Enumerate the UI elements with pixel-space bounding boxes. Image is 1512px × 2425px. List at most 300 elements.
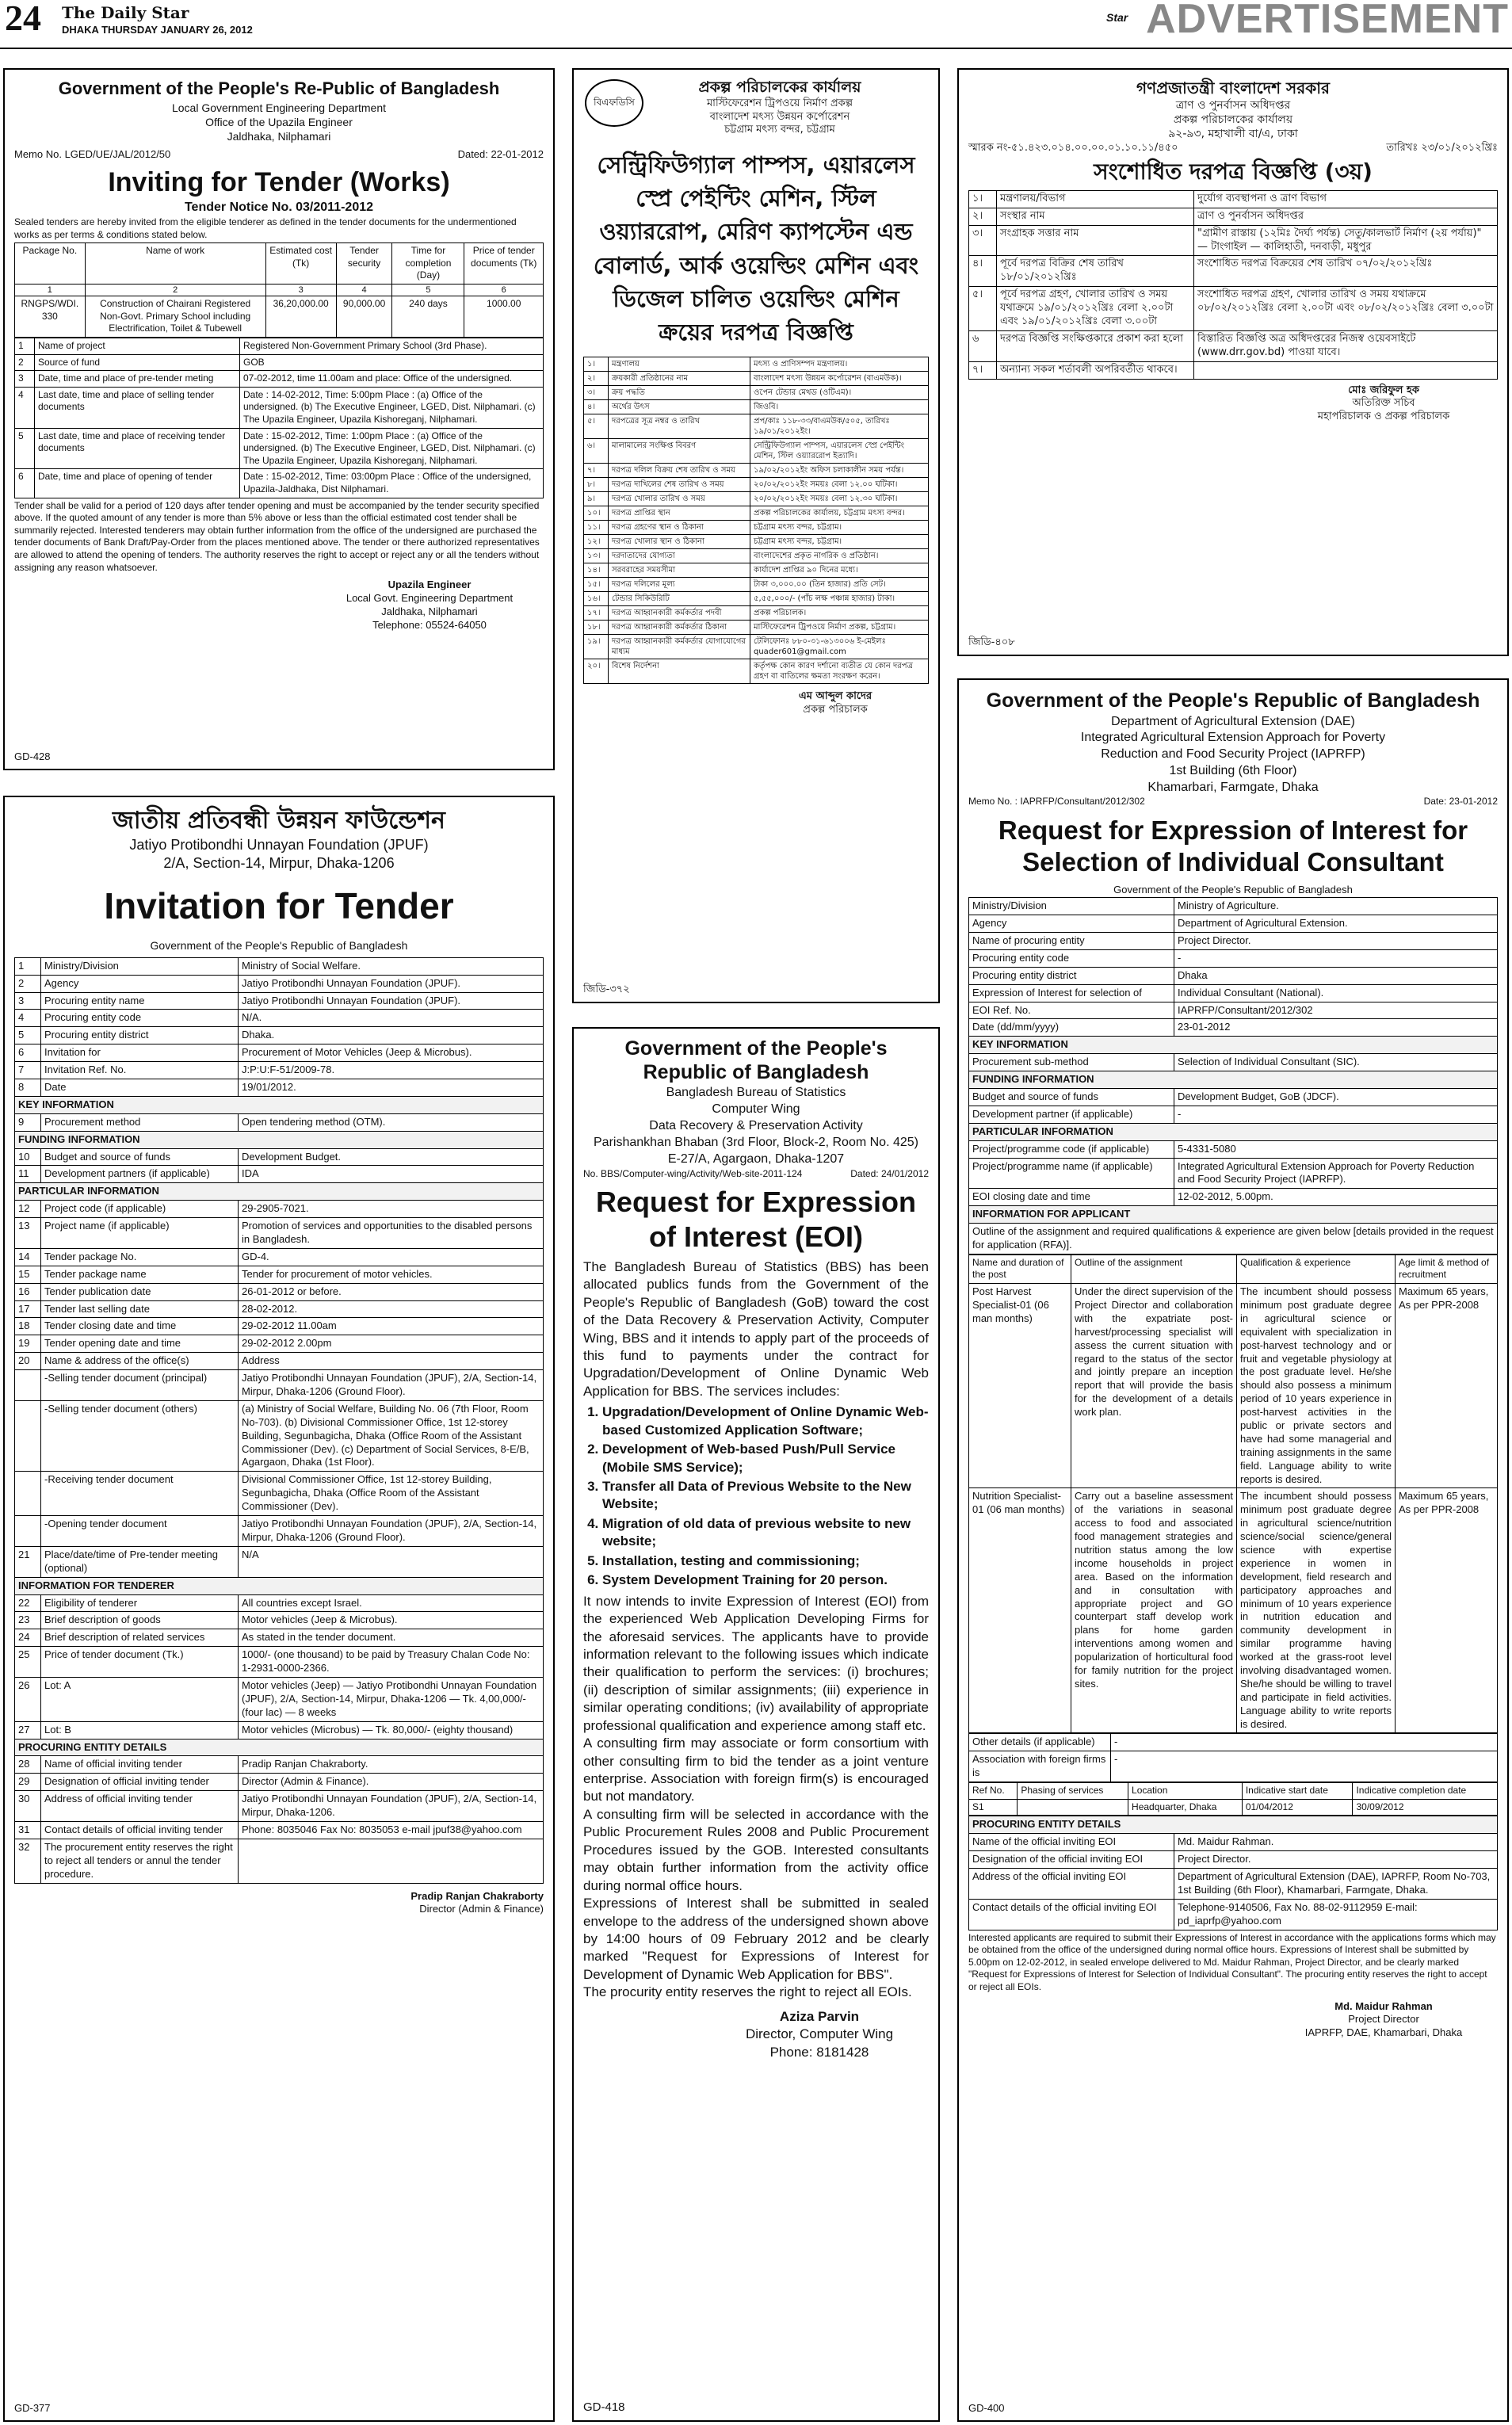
ad2-gd: GD-377 (14, 2402, 51, 2415)
ad6-row-key: Procurement sub-method (969, 1054, 1174, 1071)
ad2-row-val: 29-02-2012 2.00pm (239, 1335, 544, 1353)
ad6-proc-val: Telephone-9140506, Fax No. 88-02-9112959 E-mail: pd_iaprfp@yahoo.com (1174, 1899, 1498, 1930)
ad2-row-num: 5 (15, 1027, 41, 1044)
ad1-item-num: 2 (15, 354, 35, 371)
ad6-post-name: Nutrition Specialist-01 (06 man months) (969, 1488, 1071, 1733)
ad2-row-val: Motor vehicles (Microbus) — Tk. 80,000/- (eighty thousand) (239, 1721, 544, 1739)
ad2-row-val: Motor vehicles (Jeep) — Jatiyo Protibondhi Unnayan Foundation (JPUF), 2/A, Section-14, Mirpur, Dhaka-1206 — Tk. 4,00,000/- (four lac) — 8 weeks (239, 1677, 544, 1721)
table-row (584, 520, 929, 534)
table-row (15, 1370, 544, 1401)
bfdc-logo-icon: বিএফডিসি (585, 79, 643, 127)
table-row (584, 506, 929, 520)
ad1-footer: Tender shall be valid for a period of 120 days after tender opening and must be accompanied by the tender security specified above. If the quoted amount of any tender is more than 5% above or less than the official estimated cost tender shall be summarily rejected. Interested tenderers may obtain further information from the office of the undersigned are purchased the tender documents of Bank Draft/Pay-Order from the places mentioned above. The tender or there authorized representatives are allowed to attend the opening of tenders. The authority reserves the right to accept or reject any or all the tenders without assigning any reason whatsoever. (14, 499, 540, 573)
ad6-ref-col: Ref No. (969, 1783, 1018, 1800)
ad1-cell: 240 days (392, 296, 464, 338)
ad3-row-val: বাংলাদেশ মৎস্য উন্নয়ন কর্পোরেশন (বাএমউক)। (750, 371, 929, 385)
ad1-item-num: 1 (15, 338, 35, 355)
ad1-col-header: Package No. (15, 243, 86, 285)
ad2-row-val: IDA (239, 1166, 544, 1183)
ad3-row-key: দরপত্র প্রাপ্তির স্থান (609, 506, 750, 520)
ad1-govt: Government of the People's Re-Public of Bangladesh (58, 78, 500, 98)
ad2-sig-title: Director (Admin & Finance) (419, 1903, 544, 1915)
table-row (15, 1839, 544, 1883)
ad2-row-val: Promotion of services and opportunities to the disabled persons in Bangladesh. (239, 1218, 544, 1249)
ad5-row-num: ৪। (969, 256, 997, 287)
table-row (584, 577, 929, 591)
ad3-row-num: ৬। (584, 438, 609, 463)
ad5-office: প্রকল্প পরিচালকের কার্যালয় (1173, 113, 1293, 127)
ad2-row-key: -Selling tender document (principal) (41, 1370, 239, 1401)
ad1-works-table (14, 242, 544, 338)
ad6-sig-name: Md. Maidur Rahman (1334, 1999, 1433, 2012)
ad6-posts-header (969, 1255, 1498, 1283)
ad6-row-key: Name of procuring entity (969, 932, 1174, 949)
ad2-row-num: 1 (15, 957, 41, 975)
ad6-row-val: Development Budget, GoB (JDCF). (1174, 1088, 1498, 1106)
table-row (15, 1821, 544, 1839)
ad1-item-val: Registered Non-Government Primary School (3rd Phase). (240, 338, 544, 355)
ad2-row-val: Phone: 8035046 Fax No: 8035053 e-mail jpuf38@yahoo.com (239, 1821, 544, 1839)
table-row (15, 1546, 544, 1577)
ad3-row-key: অর্থের উৎস (609, 399, 750, 414)
ad6-section-label: PROCURING ENTITY DETAILS (969, 1816, 1498, 1834)
ad5-gd: জিডি-৪০৮ (968, 636, 1015, 649)
table-row (969, 190, 1498, 208)
ad2-row-val: 1000/- (one thousand) to be paid by Treasury Chalan Code No: 1-2931-0000-2366. (239, 1647, 544, 1678)
ad2-row-val: Motor vehicles (Jeep & Microbus). (239, 1612, 544, 1629)
ad2-row-num: 32 (15, 1839, 41, 1883)
table-row (584, 385, 929, 399)
ad1-sig-dept: Local Govt. Engineering Department (346, 592, 514, 605)
ad4-sig-title: Director, Computer Wing (745, 2026, 894, 2042)
ad3-row-key: দরপত্রের সূত্র নম্বর ও তারিখ (609, 414, 750, 438)
ad2-row-val: Address (239, 1353, 544, 1370)
ad1-cell: RNGPS/WDI. 330 (15, 296, 86, 338)
ad3-row-num: ৯। (584, 491, 609, 506)
ad2-row-key: Agency (41, 975, 239, 992)
ad2-section-row (15, 1183, 544, 1201)
ad5-row-num: ৫। (969, 287, 997, 331)
ad2-row-key: Tender closing date and time (41, 1318, 239, 1335)
ad3-row-key: ক্রয় পদ্ধতি (609, 385, 750, 399)
ad1-item-val: 07-02-2012, time 11.00am and place: Office of the undersigned. (240, 371, 544, 388)
ad6-post-qual: The incumbent should possess minimum post graduate degree in agricultural science or equivalent with specialization in post-harvest technology and or fruit and vegetable physiology at the post graduate level. He/she should also possess a minimum period of 10 years experience in post-harvest activities in the public or private sectors and have had some managerial and training assignments in the same field. Language ability to write reports is desired. (1237, 1284, 1396, 1488)
ad5-sig-name: মোঃ জরিফুল হক (1348, 384, 1419, 396)
ad5-row-num: ৬ (969, 330, 997, 361)
ad1-item-row (15, 338, 544, 355)
ad2-row-key: Address of official inviting tender (41, 1791, 239, 1822)
ad1-col-header: Tender security (336, 243, 392, 285)
ad6-ref-col: Indicative start date (1242, 1783, 1353, 1800)
ad4-wing: Computer Wing (712, 1102, 800, 1117)
ad3-title: সেন্ট্রিফিউগ্যাল পাম্পস, এয়ারলেস স্প্রে পেইন্টিং মেশিন, স্টিল ওয়্যাররোপ, মেরিণ ক্যাপস্টেন এন্ড বোলার্ড, আর্ক ওয়েল্ডিং মেশিন এবং ডিজেল চালিত ওয়েল্ডিং মেশিন ক্রয়ের দরপত্র বিজ্ঞপ্তি (593, 151, 919, 346)
ad2-row-num: 21 (15, 1546, 41, 1577)
table-row (969, 1899, 1498, 1930)
table-row (15, 1300, 544, 1318)
paper-name: The Daily Star (62, 3, 189, 22)
table-row (15, 1516, 544, 1547)
ad6-proc-val: Project Director. (1174, 1851, 1498, 1869)
ad1-place: Jaldhaka, Nilphamari (227, 129, 331, 143)
ad2-row-num (15, 1400, 41, 1471)
table-row (15, 1318, 544, 1335)
ad3-line4: চট্টগ্রাম মৎস্য বন্দর, চট্টগ্রাম (724, 124, 835, 136)
list-item: 3. Transfer all Data of Previous Website to the New Website; (602, 1478, 929, 1514)
table-row (584, 463, 929, 477)
ad-jpuf-tender (3, 796, 555, 2422)
table-row (15, 1248, 544, 1266)
ad2-row-num: 27 (15, 1721, 41, 1739)
table-row (969, 225, 1498, 256)
ad6-post-age: Maximum 65 years, As per PPR-2008 (1396, 1488, 1498, 1733)
ad6-ref-cell: 30/09/2012 (1353, 1799, 1498, 1816)
table-row (15, 1335, 544, 1353)
ad6-row-key: Ministry/Division (969, 898, 1174, 915)
ad2-row-key: Tender publication date (41, 1283, 239, 1300)
ad1-dept: Local Government Engineering Department (171, 101, 387, 114)
ad3-row-key: ক্রয়কারী প্রতিষ্ঠানের নাম (609, 371, 750, 385)
ad2-row-key: Lot: B (41, 1721, 239, 1739)
ad2-row-key: Tender opening date and time (41, 1335, 239, 1353)
ad6-section-label: PARTICULAR INFORMATION (969, 1123, 1498, 1140)
ad2-row-key: -Opening tender document (41, 1516, 239, 1547)
ad3-row-key: বিশেষ নির্দেশনা (609, 659, 750, 683)
ad6-row-val: IAPRFP/Consultant/2012/302 (1174, 1002, 1498, 1019)
ad2-row-key: Eligibility of tenderer (41, 1594, 239, 1612)
ad6-sig-place: IAPRFP, DAE, Khamarbari, Dhaka (1304, 2026, 1463, 2039)
ad2-row-num: 11 (15, 1166, 41, 1183)
table-row (584, 414, 929, 438)
ad2-row-num: 3 (15, 992, 41, 1010)
ad2-row-val: As stated in the tender document. (239, 1629, 544, 1647)
ad5-row-val: সংশোধিত দরপত্র বিক্রয়ের শেষ তারিখ ০৭/০২/২০১২খ্রিঃ (1194, 256, 1498, 287)
ad2-row-num: 6 (15, 1044, 41, 1062)
ad2-row-num: 15 (15, 1266, 41, 1283)
ad-bfdc-tender (572, 68, 940, 1003)
ad2-row-key: Invitation Ref. No. (41, 1062, 239, 1079)
ad3-row-val: সেন্ট্রিফিউগ্যাল পাম্পস, এয়ারলেস স্প্রে পেইন্টিং মেশিন, স্টিল ওয়্যাররোপ ইত্যাদি। (750, 438, 929, 463)
table-row (584, 491, 929, 506)
ad5-row-key: সংগ্রাহক সত্তার নাম (997, 225, 1194, 256)
ad2-row-num (15, 1516, 41, 1547)
ad2-row-key: Development partners (if applicable) (41, 1166, 239, 1183)
table-row (969, 1488, 1498, 1733)
ad6-other: Other details (if applicable) (969, 1734, 1111, 1751)
ad6-row-key: Development partner (if applicable) (969, 1106, 1174, 1123)
ad2-row-num: 7 (15, 1062, 41, 1079)
ad3-row-key: দরপত্র খোলার তারিখ ও সময় (609, 491, 750, 506)
ad2-row-val: Jatiyo Protibondhi Unnayan Foundation (JPUF), 2/A, Section-14, Mirpur, Dhaka-1206. (239, 1791, 544, 1822)
ad6-proc-key: Contact details of the official inviting EOI (969, 1899, 1174, 1930)
ad6-dated: Date: 23-01-2012 (1423, 796, 1498, 808)
ad1-item-val: Date : 15-02-2012, Time: 03:00pm Place : Office of the undersigned, Upazila-Jaldhaka, Dist Nilphamari. (240, 469, 544, 498)
ad3-row-num: ৫। (584, 414, 609, 438)
ad6-section-label: KEY INFORMATION (969, 1037, 1498, 1054)
table-row (15, 1629, 544, 1647)
ad5-dept: ত্রাণ ও পুনর্বাসন অধিদপ্তর (1175, 99, 1291, 112)
ad6-ref-header (969, 1783, 1498, 1800)
ad3-row-val: জিওবি। (750, 399, 929, 414)
ad2-row-num: 17 (15, 1300, 41, 1318)
ad5-row-val: দুর্যোগ ব্যবস্থাপনা ও ত্রাণ বিভাগ (1194, 190, 1498, 208)
ad4-dated: Dated: 24/01/2012 (850, 1167, 929, 1179)
table-row (15, 1353, 544, 1370)
ad4-gd: GD-418 (583, 2400, 625, 2415)
ad1-sig-place: Jaldhaka, Nilphamari (381, 605, 478, 617)
ad3-row-num: ১০। (584, 506, 609, 520)
ad3-row-key: দরপত্র আহ্বানকারী কর্মকর্তার ঠিকানা (609, 620, 750, 634)
table-row (15, 1201, 544, 1218)
ad5-row-key: অন্যান্য সকল শর্তাবলী অপরিবর্তীত থাকবে। (997, 361, 1194, 379)
ad6-ref-col: Indicative completion date (1353, 1783, 1498, 1800)
ad6-section-row (969, 1206, 1498, 1224)
ad3-row-num: ১৩। (584, 548, 609, 563)
ad6-row-key: EOI Ref. No. (969, 1002, 1174, 1019)
table-row (584, 371, 929, 385)
ad3-row-key: দরদাতাদের যোগ্যতা (609, 548, 750, 563)
ad2-sig-name: Pradip Ranjan Chakraborty (410, 1889, 544, 1902)
ad6-row-val: - (1174, 949, 1498, 967)
table-row (15, 1044, 544, 1062)
ad4-p4: A consulting firm will be selected in accordance with the Public Procurement Rules 2008 and Public Procurement Procedures issued by the GOB. Interested consultants may obtain further information from the activity office during normal office hours. (583, 1806, 929, 1893)
table-row (969, 1088, 1498, 1106)
ad2-row-val: Jatiyo Protibondhi Unnayan Foundation (JPUF), 2/A, Section-14, Mirpur, Dhaka-1206 (Ground Floor). (239, 1516, 544, 1547)
ad2-row-val: Tender for procurement of motor vehicles. (239, 1266, 544, 1283)
table-row (969, 949, 1498, 967)
ad6-post-col: Age limit & method of recruitment (1396, 1255, 1498, 1283)
ad3-row-key: মালামালের সংক্ষিপ্ত বিবরণ (609, 438, 750, 463)
ad1-sig-title: Upazila Engineer (388, 579, 472, 591)
ad2-row-val: J:P:U:F-51/2009-78. (239, 1062, 544, 1079)
ad2-row-val: Dhaka. (239, 1027, 544, 1044)
ad2-row-num: 8 (15, 1079, 41, 1097)
ad3-row-val: বাংলাদেশের প্রকৃত নাগরিক ও প্রতিষ্ঠান। (750, 548, 929, 563)
table-row (15, 1283, 544, 1300)
table-row (15, 1400, 544, 1471)
table-row (584, 548, 929, 563)
table-row (969, 915, 1498, 933)
ad1-item-num: 5 (15, 428, 35, 469)
ad5-row-val: ত্রাণ ও পুনর্বাসন অধিদপ্তর (1194, 208, 1498, 225)
ad3-row-val: প্রকল্প পরিচালক। (750, 605, 929, 620)
ad2-row-val: Procurement of Motor Vehicles (Jeep & Microbus). (239, 1044, 544, 1062)
ad6-memo: Memo No. : IAPRFP/Consultant/2012/302 (968, 796, 1145, 808)
ad2-section-row (15, 1577, 544, 1594)
ad2-row-key: Name of official inviting tender (41, 1756, 239, 1774)
ad2-row-val: Development Budget. (239, 1148, 544, 1166)
ad1-item-key: Last date, time and place of receiving tender documents (35, 428, 240, 469)
ad1-cell: Construction of Chairani Registered Non-Govt. Primary School including Electrification, Toilet & Tubewell (85, 296, 265, 338)
list-item: 5. Installation, testing and commissioning; (602, 1552, 929, 1570)
table-row (969, 984, 1498, 1002)
ad6-row-val: 12-02-2012, 5.00pm. (1174, 1189, 1498, 1206)
ad1-item-key: Date, time and place of pre-tender meting (35, 371, 240, 388)
ad3-row-val: চট্টগ্রাম মৎস্য বন্দর, চট্টগ্রাম। (750, 520, 929, 534)
ad5-memo: স্মারক নং-৫১.৪২৩.০১৪.০০.০০.০১.১০.১১/৪৫০ (968, 141, 1178, 154)
ad2-row-key: Tender last selling date (41, 1300, 239, 1318)
ad5-row-key: দরপত্র বিজ্ঞপ্তি সংক্ষিপ্তকারে প্রকাশ করা হলো (997, 330, 1194, 361)
ad1-cell: 36,20,000.00 (265, 296, 336, 338)
ad2-row-val: Director (Admin & Finance). (239, 1774, 544, 1791)
ad6-row-val: Department of Agricultural Extension. (1174, 915, 1498, 933)
ad5-row-key: পূর্বে দরপত্র বিক্রির শেষ তারিখ ১৮/০১/২০১২খ্রিঃ (997, 256, 1194, 287)
ad1-memo: Memo No. LGED/UE/JAL/2012/50 (14, 148, 171, 161)
ad2-row-val: Jatiyo Protibondhi Unnayan Foundation (JPUF), 2/A, Section-14, Mirpur, Dhaka-1206 (Ground Floor). (239, 1370, 544, 1401)
table-row (15, 1677, 544, 1721)
ad6-section-row (969, 1071, 1498, 1089)
table-row (15, 1721, 544, 1739)
ad2-row-val: 29-2905-7021. (239, 1201, 544, 1218)
table-row (969, 898, 1498, 915)
ad5-row-val: সংশোধিত দরপত্র গ্রহণ, খোলার তারিখ ও সময় যথাক্রমে ০৮/০২/২০১২খ্রিঃ বেলা ২.০০টা এবং ০৮/০২/২০১২খ্রিঃ বেলা ৩.০০টা (1194, 287, 1498, 331)
ad6-post-name: Post Harvest Specialist-01 (06 man months) (969, 1284, 1071, 1488)
ad1-item-row (15, 428, 544, 469)
table-row (584, 399, 929, 414)
ad2-row-key: -Receiving tender document (41, 1472, 239, 1516)
star-mark: Star (1106, 11, 1128, 24)
ad4-title: Request for Expression of Interest (EOI) (595, 1186, 917, 1253)
ad-bbs-eoi (572, 1027, 940, 2422)
table-row (969, 1106, 1498, 1123)
ad2-table (14, 957, 544, 1884)
ad4-ref: No. BBS/Computer-wing/Activity/Web-site-2011-124 (583, 1167, 803, 1179)
ad2-row-num (15, 1370, 41, 1401)
table-row (15, 1010, 544, 1027)
ad6-row-key: Budget and source of funds (969, 1088, 1174, 1106)
ad1-item-key: Last date, time and place of selling tender documents (35, 387, 240, 428)
table-row (584, 591, 929, 605)
ad1-items-table (14, 338, 544, 498)
ad6-row-val: Individual Consultant (National). (1174, 984, 1498, 1002)
ad6-footer: Interested applicants are required to submit their Expressions of Interest in accordance with the applications forms which may be obtained from the office of the undersigned during normal office hours. Expressions of Interest shall be submitted by 5.00pm on 12-02-2012, in sealed envelope delivered to Md. Maidur Rahman, Project Director, and be clearly marked "Request for Expressions of Interest for Selection of Individual Consultant". The procuring entity reserves the right to accept or reject all EOIs. (968, 1931, 1496, 1992)
ad6-building: 1st Building (6th Floor) (1169, 763, 1297, 777)
ad2-row-key: Brief description of goods (41, 1612, 239, 1629)
ad5-row-num: ৩। (969, 225, 997, 256)
ad3-line2: মাস্টিফেরেশন ট্রিপওয়ে নির্মাণ প্রকল্প (706, 97, 853, 109)
ad4-p3: A consulting firm may associate or form consortium with other consulting firm to bid the tender as a joint venture enterprise. Association with foreign firm(s) is encouraged but not mandatory. (583, 1736, 929, 1804)
ad2-row-val: Jatiyo Protibondhi Unnayan Foundation (JPUF). (239, 975, 544, 992)
table-row (969, 967, 1498, 984)
ad2-row-num: 14 (15, 1248, 41, 1266)
ad4-services-list (583, 1403, 929, 1589)
ad2-title: Invitation for Tender (104, 884, 454, 926)
table-row (15, 1594, 544, 1612)
ad6-row-val: Dhaka (1174, 967, 1498, 984)
table-row (969, 1834, 1498, 1851)
ad2-row-num: 12 (15, 1201, 41, 1218)
ad3-row-val: মৎস্য ও প্রাণিসম্পদ মন্ত্রণালয়। (750, 357, 929, 371)
ad2-row-key: -Selling tender document (others) (41, 1400, 239, 1471)
table-row (584, 605, 929, 620)
ad5-table (968, 190, 1498, 380)
ad6-row-key: Date (dd/mm/yyyy) (969, 1019, 1174, 1037)
ad6-proc-key: Address of the official inviting EOI (969, 1868, 1174, 1899)
ad2-row-key: Procurement method (41, 1113, 239, 1131)
ad1-col-num: 3 (265, 285, 336, 296)
ad6-section-row (969, 1816, 1498, 1834)
ad6-dept: Department of Agricultural Extension (DAE) (1111, 714, 1355, 728)
ad2-section-row (15, 1739, 544, 1756)
ad5-row-val: "গ্রামীণ রাস্তায় (১২মিঃ দৈর্ঘ্য পর্যন্ত) সেতু/কালভার্ট নির্মাণ (২য় পর্যায়)" — টাংগাইল — কালিহাতী, দনবাড়ী, মধুপুর (1194, 225, 1498, 256)
ad6-row-val: Selection of Individual Consultant (SIC). (1174, 1054, 1498, 1071)
ad3-row-val: প্রকল্প পরিচালকের কার্যালয়, চট্টগ্রাম মৎস্য বন্দর। (750, 506, 929, 520)
ad3-row-val: টেলিফোনঃ ৮৮০-৩১-৬১৩০০৬ ই-মেইলঃ quader601@gmail.com (750, 634, 929, 659)
ad6-proc-val: Md. Maidur Rahman. (1174, 1834, 1498, 1851)
ad2-row-key: Ministry/Division (41, 957, 239, 975)
ad1-item-row (15, 354, 544, 371)
table-row (15, 992, 544, 1010)
table-row (15, 1266, 544, 1283)
ad4-govt1: Government of the People's (624, 1037, 888, 1060)
ad5-row-key: মন্ত্রণালয়/বিভাগ (997, 190, 1194, 208)
ad2-row-num: 19 (15, 1335, 41, 1353)
ad5-date: তারিখঃ ২৩/০১/২০১২খ্রিঃ (1386, 141, 1498, 154)
ad3-row-val: প্রপ/কাঃ ১১৮-৩৩/বাএমউক/৫০৫, তারিখঃ ১৯/০১/২০১২ইং। (750, 414, 929, 438)
ad5-row-key: পূর্বে দরপত্র গ্রহণ, খোলার তারিখ ও সময় যথাক্রমে ১৯/০১/২০১২খ্রিঃ বেলা ২.০০টা এবং ১৯/০১/২০১২খ্রিঃ বেলা ৩.০০টা (997, 287, 1194, 331)
ad1-cell: 1000.00 (464, 296, 544, 338)
table-row (15, 1774, 544, 1791)
table-row (584, 659, 929, 683)
ad1-title: Inviting for Tender (Works) (108, 167, 450, 198)
ad3-row-key: সরবরাহের সময়সীমা (609, 563, 750, 577)
ad2-section-label: PROCURING ENTITY DETAILS (15, 1739, 544, 1756)
ad6-row-val: 5-4331-5080 (1174, 1140, 1498, 1158)
ad3-gd: জিডি-৩৭২ (583, 983, 630, 996)
list-item: 4. Migration of old data of previous website to new website; (602, 1515, 929, 1551)
ad6-ref-cell: Headquarter, Dhaka (1128, 1799, 1243, 1816)
ad2-row-key: Procuring entity district (41, 1027, 239, 1044)
ad2-row-key: Brief description of related services (41, 1629, 239, 1647)
table-row (584, 438, 929, 463)
ad3-row-val: ১৯/০২/২০১২ইং অফিস চলাকালীন সময় পর্যন্ত। (750, 463, 929, 477)
ad2-row-num: 13 (15, 1218, 41, 1249)
ad1-item-key: Date, time and place of opening of tender (35, 469, 240, 498)
ad2-addr: 2/A, Section-14, Mirpur, Dhaka-1206 (163, 855, 395, 872)
ad3-row-num: ৮। (584, 477, 609, 491)
table-row (969, 361, 1498, 379)
ad6-other-table: Other details (if applicable) - Association with foreign firms is - (968, 1733, 1498, 1782)
ad4-p2: It now intends to invite Expression of Interest (EOI) from the experienced Web Application Developing Firms for the aforesaid services. The applicants have to provide information relevant to the following issues which indicate their qualification to perform the services: (i) brochures; (ii) description of similar assignments; (iii) experience in similar operating conditions; (iv) availability of appropriate professional qualification and experience among staff etc. (583, 1593, 929, 1733)
ad6-post-col: Qualification & experience (1237, 1255, 1396, 1283)
ad3-row-val: চট্টগ্রাম মৎস্য বন্দর, চট্টগ্রাম। (750, 534, 929, 548)
ad1-gd: GD-428 (14, 750, 51, 763)
ad3-row-num: ১৬। (584, 591, 609, 605)
ad6-row-val: Project Director. (1174, 932, 1498, 949)
ad1-cell: 90,000.00 (336, 296, 392, 338)
list-item: 2. Development of Web-based Push/Pull Service (Mobile SMS Service); (602, 1441, 929, 1476)
ad6-post-qual: The incumbent should possess minimum post graduate degree in agricultural science/nutrition science/social science/general science with expertise experience in women in development, field research and participatory approaches and minimum of 10 years experience in nutrition education and community development in similar programme having worked at the grass-root level involving disadvantaged women. She/he should be willing to travel and participate in field activities. Language ability to write reports is desired. (1237, 1488, 1396, 1733)
ad2-row-key: Tender package name (41, 1266, 239, 1283)
ad6-row-key: EOI closing date and time (969, 1189, 1174, 1206)
table-row (15, 957, 544, 975)
table-row (15, 1472, 544, 1516)
ad3-row-key: টেন্ডার সিকিউরিটি (609, 591, 750, 605)
page-header (0, 0, 1512, 49)
ad3-table (583, 357, 929, 684)
ad2-row-num: 4 (15, 1010, 41, 1027)
ad2-row-val: 26-01-2012 or before. (239, 1283, 544, 1300)
page-number: 24 (5, 0, 41, 38)
ad1-col-num: 2 (85, 285, 265, 296)
ad5-row-val: বিস্তারিত বিজ্ঞপ্তি অত্র অধিদপ্তরের নিজস্ব ওয়েবসাইটে (www.drr.gov.bd) পাওয়া যাবে। (1194, 330, 1498, 361)
ad2-row-key: Date (41, 1079, 239, 1097)
ad3-row-val: টাকা ৩,০০০.০০ (তিন হাজার) প্রতি সেট। (750, 577, 929, 591)
section-title: ADVERTISEMENT (1146, 0, 1509, 42)
ad2-row-num: 28 (15, 1756, 41, 1774)
ad3-row-val: ৫,৫৫,০০০/- (পাঁচ লক্ষ পঞ্চান্ন হাজার) টাকা। (750, 591, 929, 605)
ad2-row-val: Pradip Ranjan Chakraborty. (239, 1756, 544, 1774)
ad2-row-num: 24 (15, 1629, 41, 1647)
